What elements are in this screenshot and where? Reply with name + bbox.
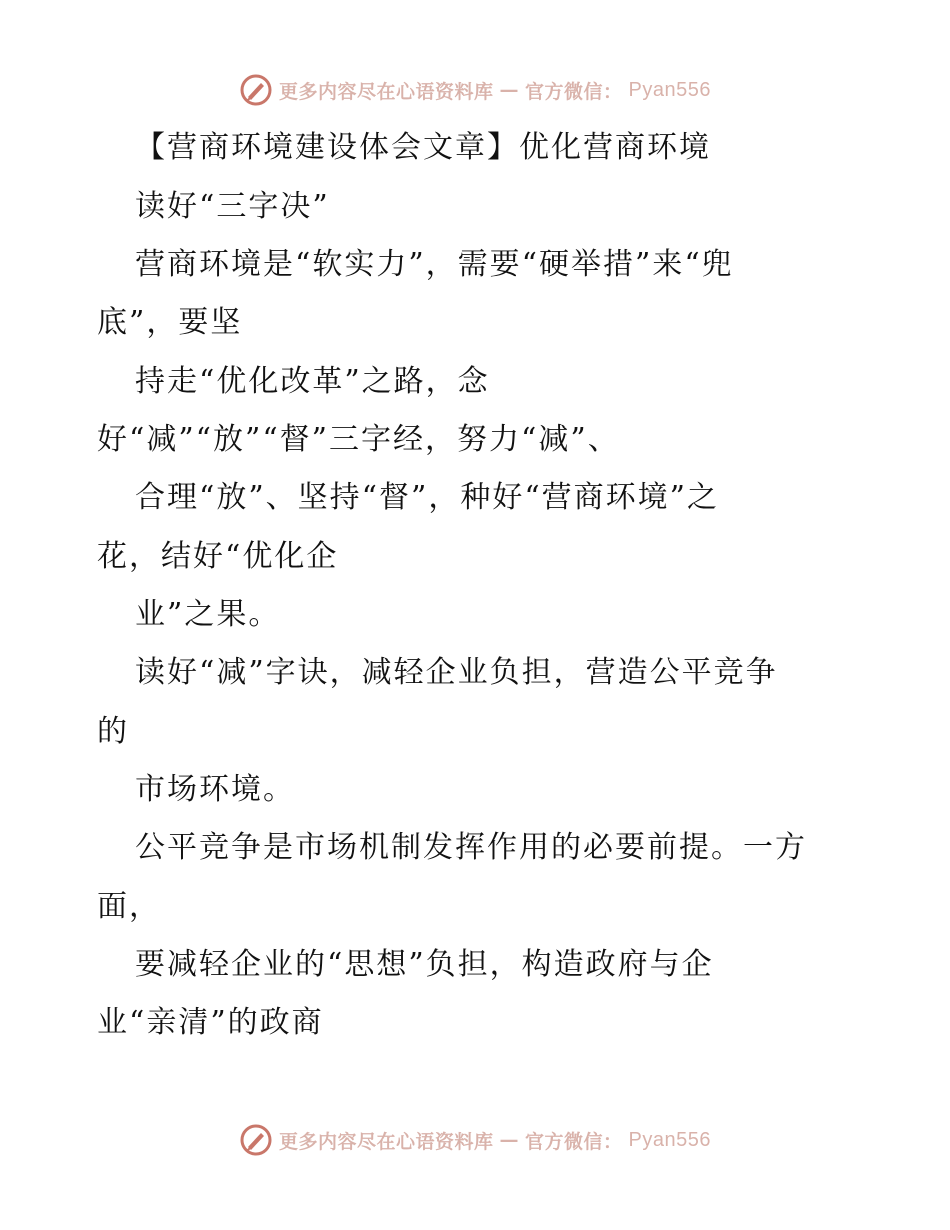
- document-line: [0, 887, 950, 927]
- document-title: [0, 128, 950, 168]
- quill-logo-icon: [239, 73, 273, 107]
- text-line: 底”，要坚: [97, 305, 243, 340]
- text-line: 的: [97, 714, 129, 749]
- text-line: 营商环境是“软实力”，需要“硬举措”来“兜: [135, 247, 734, 282]
- document-line: [0, 1003, 950, 1043]
- document-line: [0, 537, 950, 577]
- watermark-wechat-label: 官方微信：: [525, 1130, 623, 1153]
- document-line: [0, 828, 950, 868]
- text-line: 持走“优化改革”之路，念: [135, 364, 490, 399]
- text-line: 好“减”“放”“督”三字经，努力“减”、: [97, 422, 620, 457]
- footer-watermark: [0, 1120, 950, 1160]
- document-line: [0, 187, 950, 227]
- text-line: 面，: [97, 889, 161, 924]
- document-line: [0, 945, 950, 985]
- quill-logo-icon: [239, 1123, 273, 1157]
- watermark-site-text: 更多内容尽在心语资料库: [279, 1130, 494, 1153]
- text-line: 业“亲清”的政商: [97, 1005, 324, 1040]
- watermark-wechat-id: Pyan556: [628, 1128, 711, 1151]
- text-line: 读好“减”字诀，减轻企业负担，营造公平竞争: [135, 655, 778, 690]
- text-line: 读好“三字决”: [135, 189, 330, 224]
- text-line: 合理“放”、坚持“督”，种好“营商环境”之: [135, 480, 720, 515]
- document-line: [0, 478, 950, 518]
- document-line: [0, 770, 950, 810]
- document-line: [0, 245, 950, 285]
- text-line: 公平竞争是市场机制发挥作用的必要前提。一方: [135, 830, 807, 865]
- header-watermark: [0, 70, 950, 110]
- text-line: 市场环境。: [135, 772, 295, 807]
- document-line: [0, 303, 950, 343]
- document-line: [0, 653, 950, 693]
- document-line: [0, 712, 950, 752]
- watermark-wechat-id: Pyan556: [628, 78, 711, 101]
- watermark-dash: —: [499, 1129, 520, 1151]
- text-line: 【营商环境建设体会文章】优化营商环境: [135, 130, 711, 165]
- document-line: [0, 362, 950, 402]
- text-line: 要减轻企业的“思想”负担，构造政府与企: [135, 947, 714, 982]
- document-line: [0, 595, 950, 635]
- text-line: 花，结好“优化企: [97, 539, 339, 574]
- text-line: 业”之果。: [135, 597, 281, 632]
- watermark-site-text: 更多内容尽在心语资料库: [279, 80, 494, 103]
- watermark-wechat-label: 官方微信：: [525, 80, 623, 103]
- watermark-dash: —: [499, 79, 520, 101]
- document-line: [0, 420, 950, 460]
